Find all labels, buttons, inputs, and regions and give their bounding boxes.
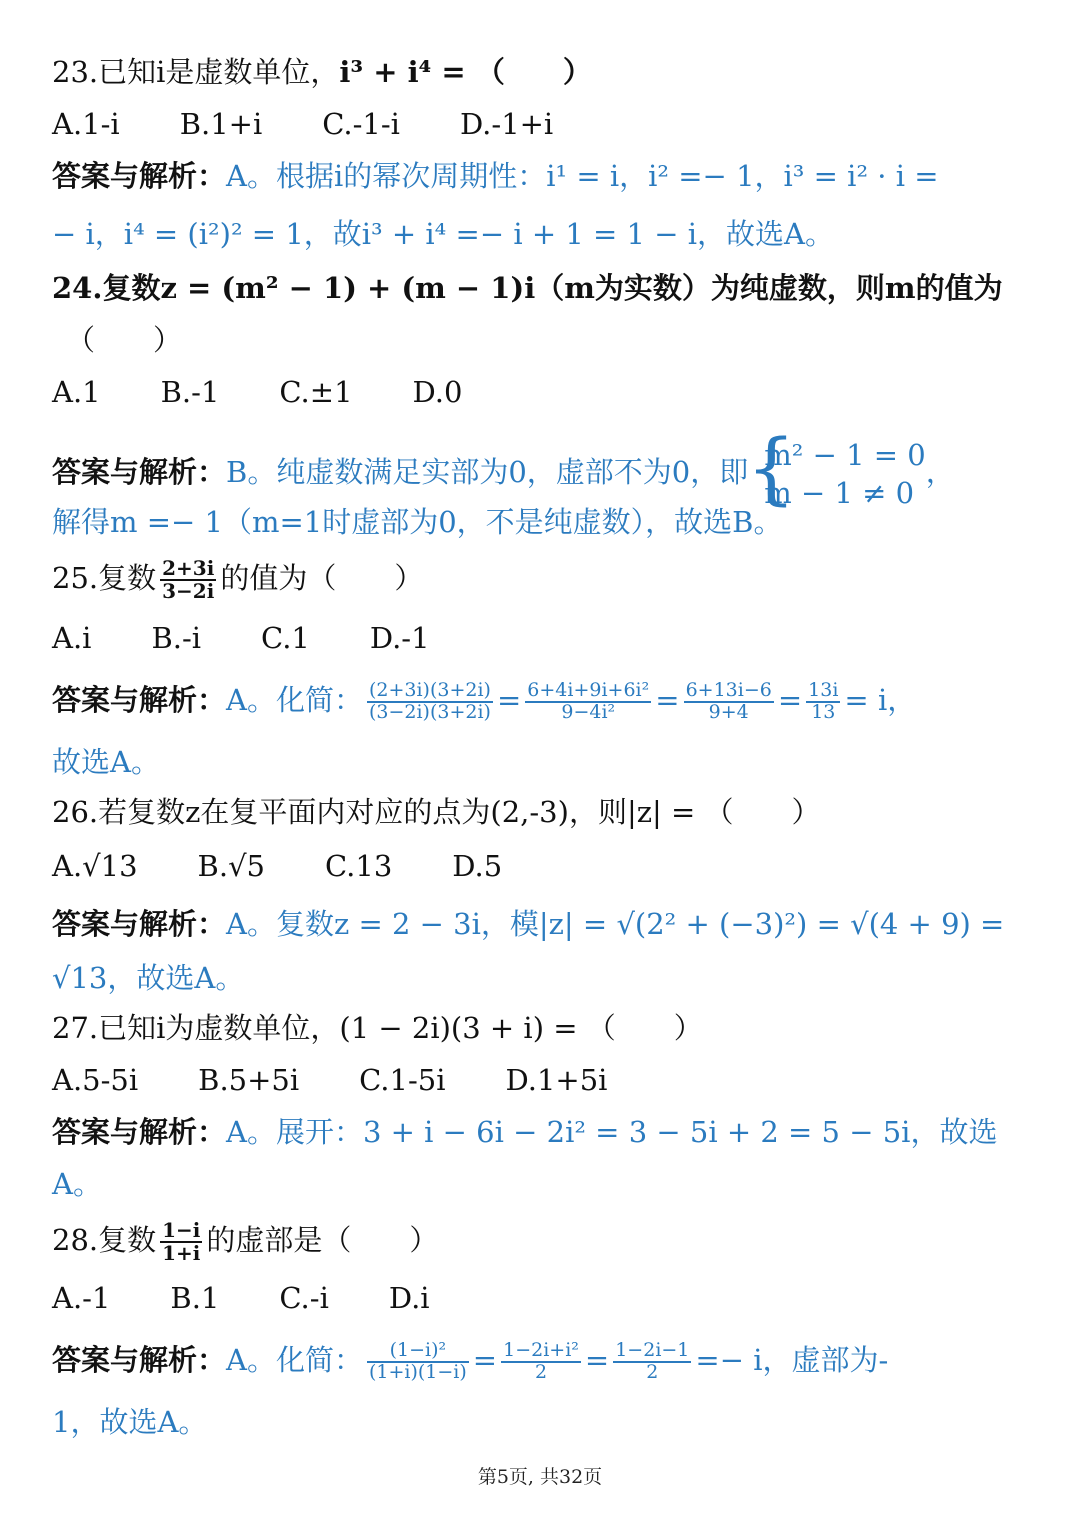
question-24-stem: 24.复数z = (m² − 1) + (m − 1)i（m为实数）为纯虚数，则m的值为 [52, 271, 1003, 305]
option-c: C.-1-i [322, 107, 400, 141]
option-d: D.-1+i [459, 107, 554, 141]
option-c: C.1 [261, 621, 310, 655]
answer-23-line-1: 答案与解析：A。根据i的幂次周期性：i¹ = i，i² =− 1，i³ = i² · i = [52, 159, 939, 193]
question-fraction: $\frac{2+3i}{3-2i}$ [162, 556, 215, 603]
option-b: B.-1 [160, 375, 220, 409]
answer-27-line-2: A。 [52, 1167, 102, 1201]
option-b: B.-i [151, 621, 202, 655]
option-c: C.±1 [279, 375, 353, 409]
question-24-stem-cont: （ ） [66, 323, 183, 357]
question-fraction: $\frac{1-i}{1+i}$ [162, 1218, 201, 1265]
question-26-stem: 26.若复数z在复平面内对应的点为(2,-3)，则|z| = （ ） [52, 795, 821, 829]
question-28-stem: 28.复数 $\frac{1-i}{1+i}$ 的虚部是（ ） [52, 1218, 439, 1265]
answer-28-line-2: 1，故选A。 [52, 1405, 208, 1439]
option-c: C.-i [279, 1281, 329, 1315]
answer-26-line-2: √13，故选A。 [52, 961, 245, 995]
answer-25-line-1: 答案与解析：A。化简： $\frac{(2+3i)(3+2i)}{(3-2i)(3+2i)}$ = $\frac{\text{6+4i+9i+6i²}}{\text{9−4i²}}$ = $\frac{6+13i-6}{9+4}$ = $\frac{13i}{13}$ = i， [52, 679, 917, 723]
option-a: A.i [52, 621, 92, 655]
question-25-options [52, 618, 490, 658]
answer-25-line-2: 故选A。 [52, 745, 160, 779]
answer-28-line-1: 答案与解析：A。化简： $\frac{\text{(1−i)²}}{(1+i)(1-i)}$ = $\frac{\text{1−2i+i²}}{2}$ = $\frac{1-2i-1}{2}$ =− i，虚部为- [52, 1339, 889, 1383]
option-b: B.√5 [197, 849, 266, 883]
answer-24-line-1: 答案与解析：B。纯虚数满足实部为0，虚部不为0，即 { m² − 1 = 0 m − 1 ≠ 0 ， [52, 424, 955, 514]
answer-26-line-1: 答案与解析：A。复数z = 2 − 3i，模|z| = √(2² + (−3)²) = √(4 + 9) = [52, 907, 1005, 941]
question-23-stem: 23.已知i是虚数单位，i³ + i⁴ = （ ） [52, 55, 592, 89]
answer-27-line-1: 答案与解析：A。展开：3 + i − 6i − 2i² = 3 − 5i + 2 = 5 − 5i，故选 [52, 1115, 998, 1149]
option-d: D.0 [412, 375, 463, 409]
question-27-stem: 27.已知i为虚数单位，(1 − 2i)(3 + i) = （ ） [52, 1011, 703, 1045]
equation-system: { m² − 1 = 0 m − 1 ≠ 0 [746, 424, 926, 514]
option-d: D.1+5i [505, 1063, 608, 1097]
option-d: D.-1 [369, 621, 430, 655]
option-b: B.1 [170, 1281, 220, 1315]
option-b: B.5+5i [198, 1063, 300, 1097]
option-c: C.1-5i [359, 1063, 446, 1097]
question-27-options [52, 1060, 667, 1100]
option-d: D.i [388, 1281, 430, 1315]
question-24-options [52, 372, 522, 412]
option-c: C.13 [325, 849, 393, 883]
option-a: A.-1 [52, 1281, 111, 1315]
option-d: D.5 [452, 849, 503, 883]
option-a: A.1 [52, 375, 101, 409]
option-b: B.1+i [179, 107, 263, 141]
question-25-stem: 25.复数 $\frac{2+3i}{3-2i}$ 的值为（ ） [52, 556, 424, 603]
option-a: A.√13 [52, 849, 138, 883]
answer-23-line-2: − i，i⁴ = (i²)² = 1，故i³ + i⁴ =− i + 1 = 1 − i，故选A。 [52, 217, 834, 251]
question-23-options [52, 104, 613, 144]
option-a: A.5-5i [52, 1063, 139, 1097]
question-26-options [52, 846, 562, 886]
answer-24-line-2: 解得m =− 1（m=1时虚部为0，不是纯虚数），故选B。 [52, 505, 783, 539]
option-a: A.1-i [52, 107, 120, 141]
page-footer: 第5页, 共32页 [477, 1466, 603, 1488]
question-28-options [52, 1278, 490, 1318]
